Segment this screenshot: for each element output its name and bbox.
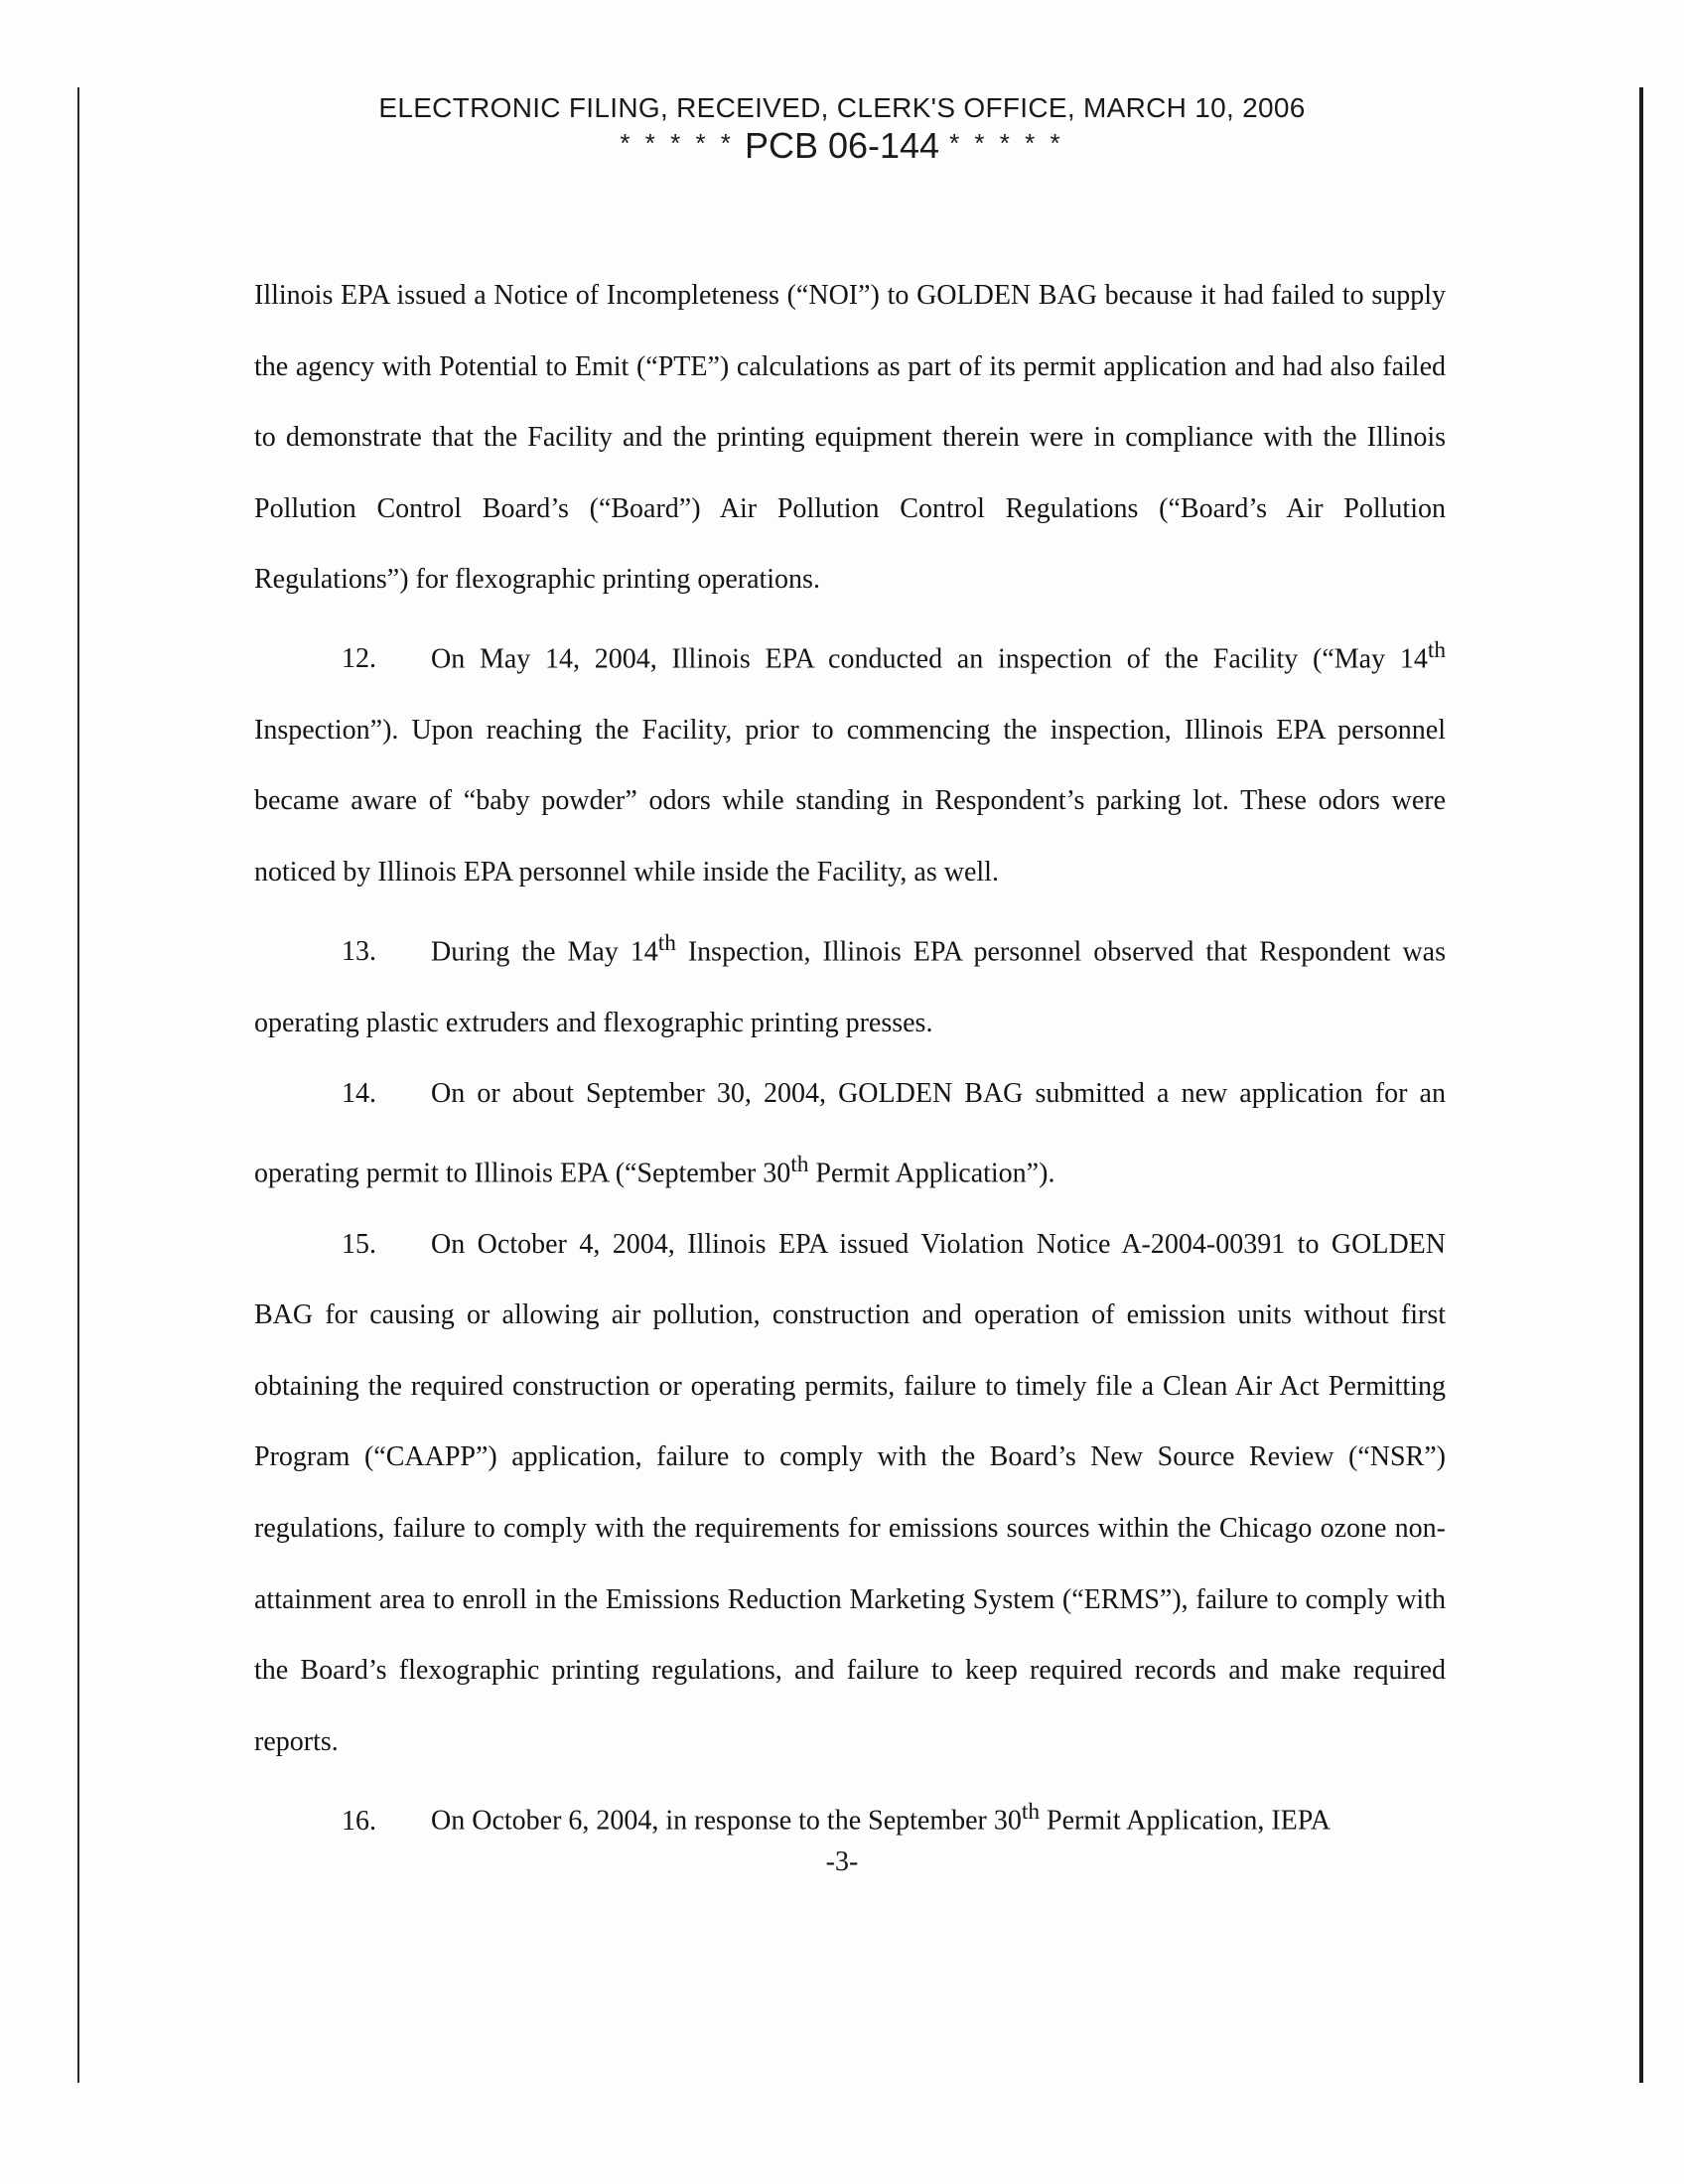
paragraph-16 — [254, 1777, 1446, 1856]
paragraph-number: 12. — [342, 643, 376, 675]
paragraph-12 — [254, 615, 1446, 908]
paragraph-text: Permit Application, IEPA — [1040, 1805, 1332, 1837]
paragraph-number: 13. — [342, 936, 376, 967]
document-body — [254, 260, 1446, 1856]
paragraph-text: During the May 14 — [431, 936, 658, 967]
filing-stamp-header — [0, 91, 1684, 166]
paragraph-text: On October 6, 2004, in response to the September 30 — [431, 1805, 1022, 1837]
paragraph-13 — [254, 908, 1446, 1059]
paragraph-number: 16. — [342, 1805, 376, 1837]
scan-edge-left — [77, 87, 79, 2083]
paragraph-15 — [254, 1209, 1446, 1778]
paragraph-text: On or about September 30, 2004, GOLDEN BAG submitted a new application for an operating permit to Illinois EPA (“September 30 — [254, 1078, 1446, 1189]
paragraph-text: On October 4, 2004, Illinois EPA issued Violation Notice A-2004-00391 to GOLDEN BAG for causing or allowing air pollution, construction and operation of emission units without first obtaining the required construction or operating permits, failure to timely file a Clean Air Act Permitting Program (“CAAPP”) application, failure to comply with the Board’s New Source Review (“NSR”) regulations, failure to comply with the requirements for emissions sources within the Chicago ozone non-attainment area to enroll in the Emissions Reduction Marketing System (“ERMS”), failure to comply with the Board’s flexographic printing regulations, and failure to keep required records and make required reports. — [254, 1228, 1446, 1757]
case-number-line — [0, 123, 1684, 166]
paragraph-14 — [254, 1058, 1446, 1209]
case-number: PCB 06-144 — [744, 125, 940, 166]
paragraph-text: Permit Application”). — [808, 1158, 1055, 1189]
paragraph-number: 15. — [342, 1228, 376, 1260]
superscript: th — [657, 929, 676, 956]
paragraph-text: Inspection, Illinois EPA personnel observed that Respondent was operating plastic extruders and flexographic printing presses. — [254, 936, 1446, 1038]
paragraph-number: 14. — [342, 1078, 376, 1110]
page-number: -3- — [825, 1846, 859, 1877]
superscript: th — [1427, 636, 1446, 663]
filing-stamp-line: ELECTRONIC FILING, RECEIVED, CLERK'S OFFICE, MARCH 10, 2006 — [378, 92, 1306, 123]
lead-paragraph: Illinois EPA issued a Notice of Incompleteness (“NOI”) to GOLDEN BAG because it had failed to supply the agency with Potential to Emit (“PTE”) calculations as part of its permit application and had also failed to demonstrate that the Facility and the printing equipment therein were in compliance with the Illinois Pollution Control Board’s (“Board”) Air Pollution Control Regulations (“Board’s Air Pollution Regulations”) for flexographic printing operations. — [254, 280, 1446, 596]
paragraph-text: On May 14, 2004, Illinois EPA conducted an inspection of the Facility (“May 14 — [431, 643, 1428, 675]
superscript: th — [790, 1151, 809, 1177]
superscript: th — [1021, 1799, 1041, 1826]
paragraph-text: Inspection”). Upon reaching the Facility, prior to commencing the inspection, Illinois EPA personnel became aware of “baby powder” odors while standing in Respondent’s parking lot. These odors were noticed by Illinois EPA personnel while inside the Facility, as well. — [254, 714, 1446, 888]
stars-left: * * * * * — [620, 128, 735, 158]
stars-right: * * * * * — [949, 128, 1064, 158]
scan-edge-right — [1639, 87, 1643, 2083]
